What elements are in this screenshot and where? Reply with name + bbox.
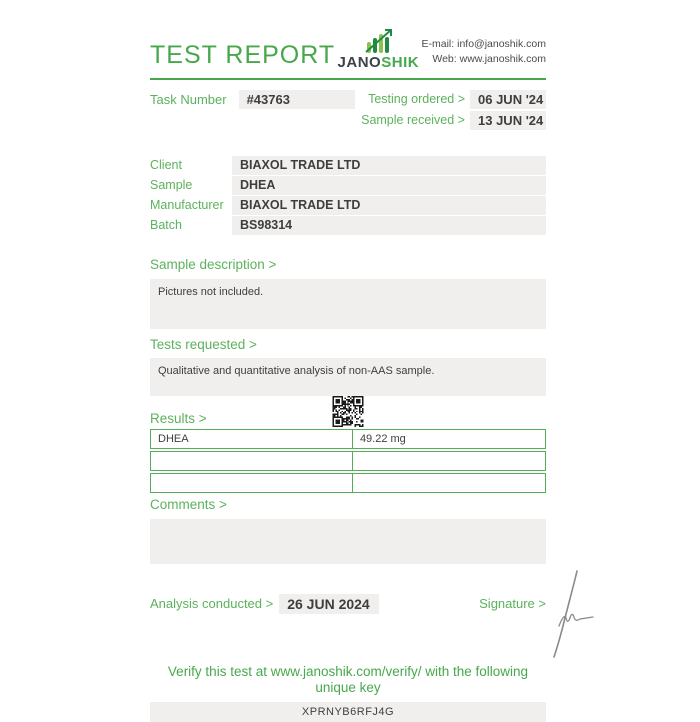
web-label: Web:	[432, 52, 457, 65]
detail-row-manufacturer	[150, 196, 546, 215]
comments-label: Comments >	[150, 497, 227, 512]
client-label: Client	[150, 158, 182, 172]
report-header	[150, 26, 546, 70]
detail-row-client	[150, 156, 546, 175]
sample-received-label: Sample received >	[361, 113, 465, 127]
sample-label: Sample	[150, 178, 193, 192]
batch-value: BS98314	[232, 216, 546, 235]
sample-received-row	[361, 111, 546, 130]
email-label: E-mail:	[421, 37, 455, 50]
handwritten-signature	[537, 568, 599, 660]
sample-received-value: 13 JUN '24	[470, 111, 546, 130]
table-row	[150, 451, 546, 471]
analysis-conducted-label: Analysis conducted >	[150, 596, 274, 611]
task-number-value: #43763	[239, 90, 355, 109]
signature-group	[479, 594, 546, 614]
task-meta-row	[150, 90, 546, 132]
table-row	[150, 429, 546, 449]
analysis-date-value: 26 JUN 2024	[279, 594, 379, 614]
testing-ordered-value: 06 JUN '24	[470, 90, 546, 109]
result-name-cell	[151, 474, 352, 492]
testing-ordered-label: Testing ordered >	[368, 92, 465, 106]
results-table	[150, 429, 546, 493]
sample-description-box: Pictures not included.	[150, 279, 546, 329]
testing-ordered-row	[361, 90, 546, 109]
results-header	[150, 396, 546, 427]
results-label: Results >	[150, 411, 207, 426]
sample-details	[150, 156, 546, 235]
analysis-signature-row	[150, 594, 546, 614]
tests-requested-box: Qualitative and quantitative analysis of non-AAS sample.	[150, 358, 546, 396]
task-number-label: Task Number	[150, 92, 227, 107]
manufacturer-label: Manufacturer	[150, 198, 224, 212]
sample-value: DHEA	[232, 176, 546, 195]
page-title: TEST REPORT	[150, 41, 336, 69]
dates-group	[361, 90, 546, 132]
growth-bars-icon	[358, 28, 398, 54]
signature-label: Signature >	[479, 596, 546, 611]
contact-email-line	[422, 37, 546, 52]
client-value: BIAXOL TRADE LTD	[232, 156, 546, 175]
unique-key-value: XPRNYB6RFJ4G	[150, 702, 546, 722]
detail-row-sample	[150, 176, 546, 195]
contact-web-line	[422, 52, 546, 67]
result-amount-cell	[352, 474, 545, 492]
tests-requested-label: Tests requested >	[150, 337, 257, 352]
email-value: info@janoshik.com	[457, 37, 546, 50]
table-row	[150, 473, 546, 493]
logo-wordmark	[338, 55, 420, 70]
verify-text: Verify this test at www.janoshik.com/verify/ with the following unique key	[167, 664, 529, 695]
contact-info	[422, 37, 546, 70]
analysis-conducted-group	[150, 594, 379, 614]
detail-row-batch	[150, 216, 546, 235]
qr-code-icon	[333, 396, 364, 427]
batch-label: Batch	[150, 218, 182, 232]
janoshik-logo	[335, 28, 421, 70]
result-amount-cell: 49.22 mg	[352, 430, 545, 448]
web-value: www.janoshik.com	[459, 52, 546, 65]
result-name-cell	[151, 452, 352, 470]
sample-description-label: Sample description >	[150, 257, 277, 272]
result-name-cell: DHEA	[158, 433, 189, 445]
manufacturer-value: BIAXOL TRADE LTD	[232, 196, 546, 215]
result-amount-cell	[352, 452, 545, 470]
comments-box	[150, 519, 546, 564]
header-divider	[150, 78, 546, 80]
logo-text-jano: JANO	[337, 54, 382, 71]
task-number-group	[150, 90, 355, 132]
logo-text-shik: SHIK	[381, 54, 420, 71]
report-document	[150, 0, 546, 722]
